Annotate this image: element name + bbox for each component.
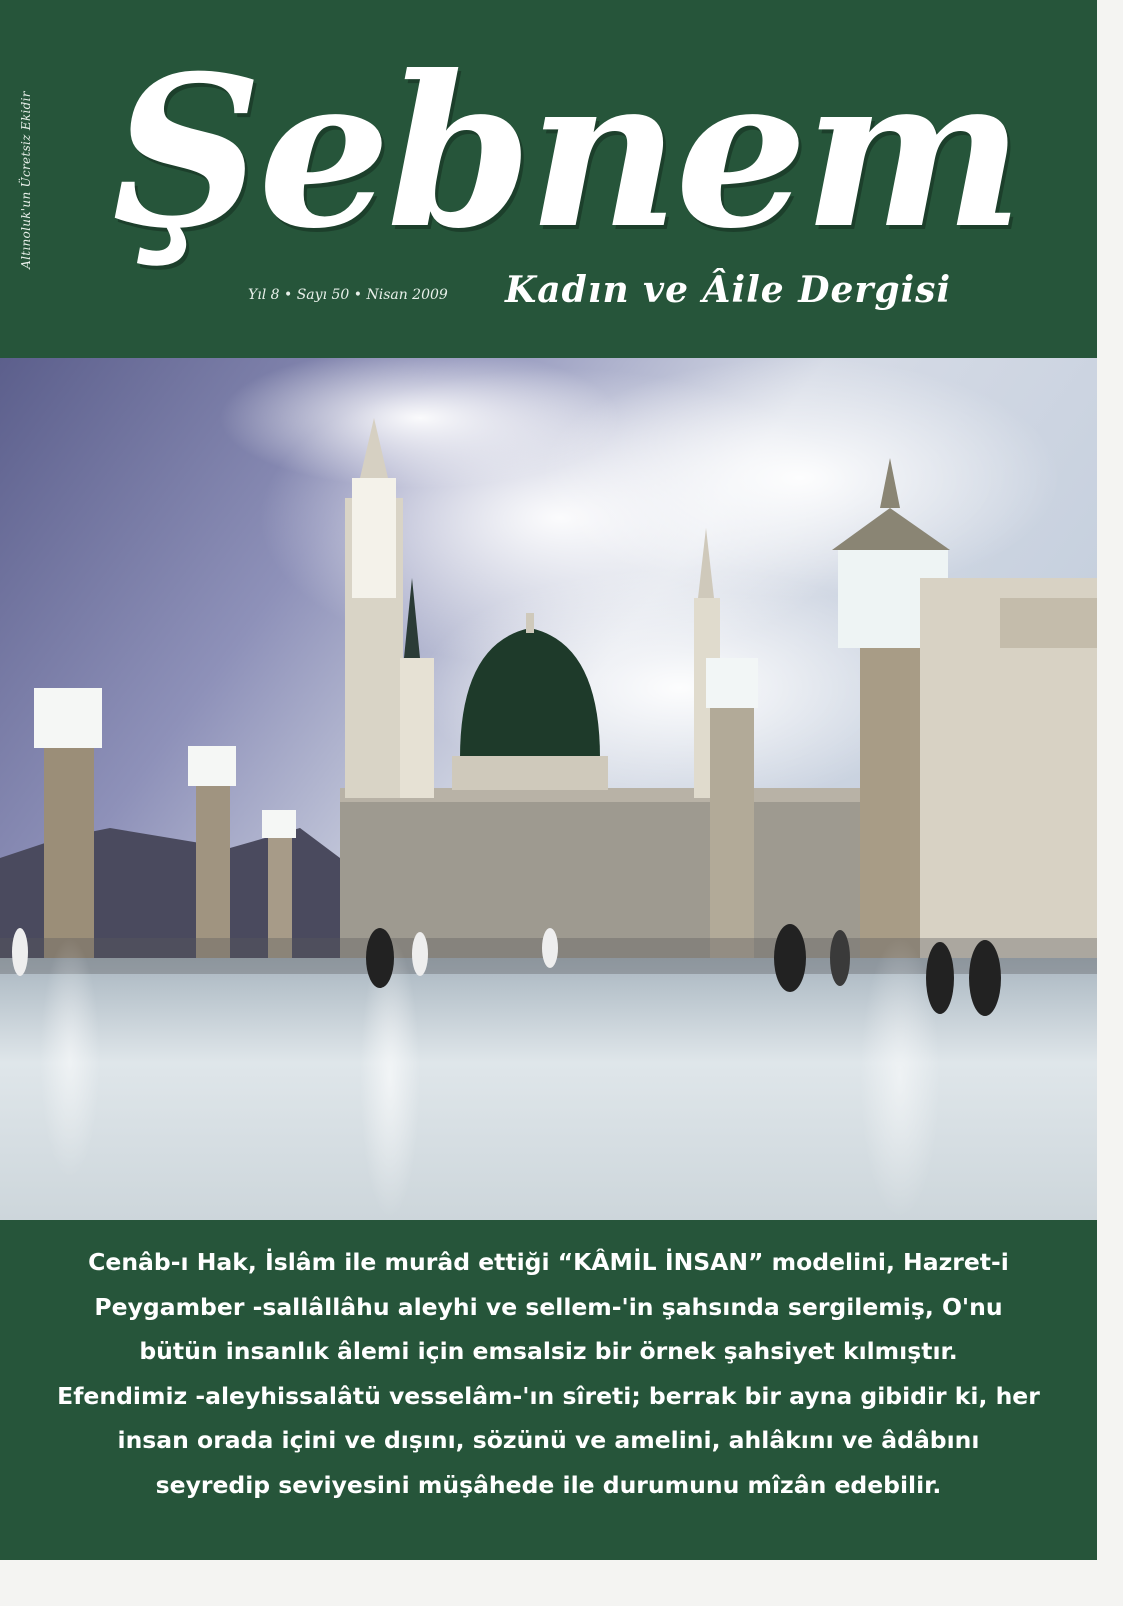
- magazine-logo: Şebnem: [112, 31, 1020, 275]
- caption-line: seyredip seviyesini müşâhede ile durumunu mîzân edebilir.: [155, 1470, 942, 1499]
- caption-line: Peygamber -sallâllâhu aleyhi ve sellem-'in şahsında sergilemiş, O'nu: [94, 1292, 1003, 1321]
- supplement-note-text: Altınoluk'un Ücretsiz Ekidir: [19, 91, 33, 269]
- magazine-subtitle: Kadın ve Âile Dergisi: [505, 269, 952, 311]
- cover-caption: [40, 1240, 1057, 1508]
- caption-line: insan orada içini ve dışını, sözünü ve amelini, ahlâkını ve âdâbını: [117, 1426, 980, 1455]
- caption-line: Cenâb-ı Hak, İslâm ile murâd ettiği “KÂMİL İNSAN” modelini, Hazret-i: [88, 1248, 1009, 1276]
- cover-photo: [0, 358, 1097, 1220]
- caption-line: Efendimiz -aleyhissalâtü vesselâm-'ın sîreti; berrak bir ayna gibidir ki, her: [57, 1381, 1040, 1410]
- supplement-note: [18, 60, 34, 300]
- caption-line: bütün insanlık âlemi için emsalsiz bir örnek şahsiyet kılmıştır.: [139, 1337, 958, 1366]
- issue-info: Yıl 8 • Sayı 50 • Nisan 2009: [248, 287, 448, 303]
